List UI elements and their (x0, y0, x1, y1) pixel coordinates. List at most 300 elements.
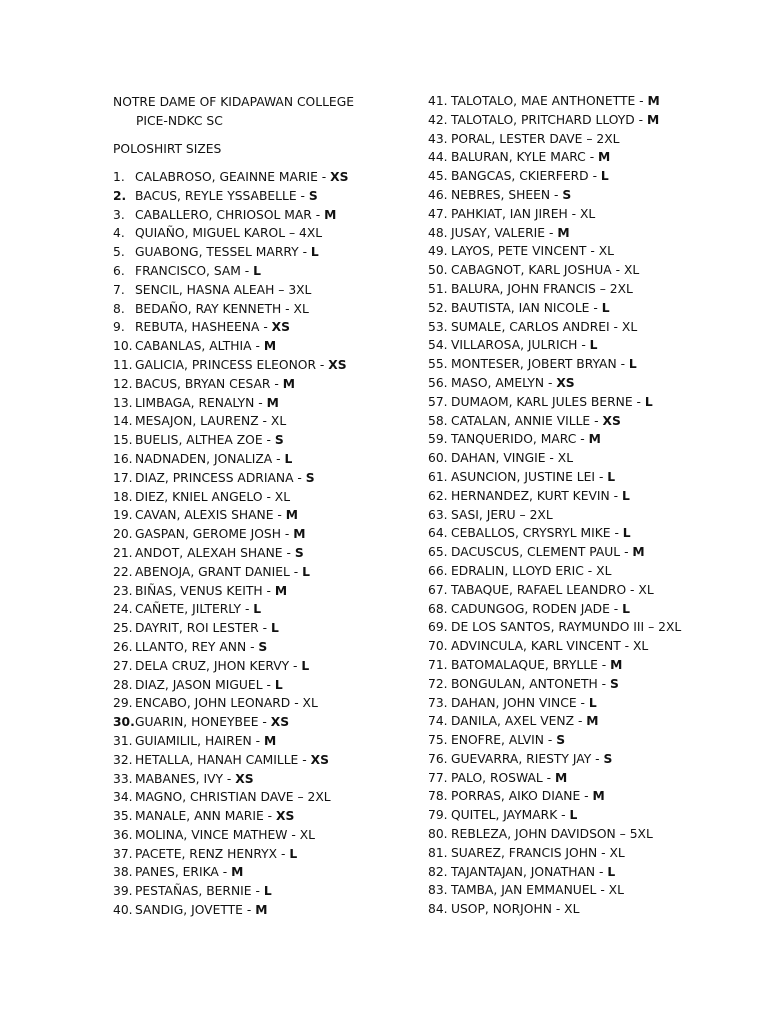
student-name: CALABROSO, GEAINNE MARIE (135, 170, 318, 184)
list-item (113, 412, 349, 431)
separator: - (251, 884, 264, 899)
separator: - (311, 207, 325, 222)
item-number: 70. (428, 639, 448, 654)
separator: - (585, 150, 599, 165)
item-number: 28. (113, 677, 133, 692)
student-name: DACUSCUS, CLEMENT PAUL (451, 545, 621, 560)
separator: - (251, 339, 264, 354)
item-number: 22. (113, 564, 133, 579)
list-item (428, 581, 681, 600)
separator: - (270, 376, 283, 391)
list-item (428, 825, 681, 844)
separator: - (580, 789, 593, 804)
list-item (428, 769, 681, 788)
item-number: 20. (113, 527, 133, 542)
student-name: TANQUERIDO, MARC (451, 432, 577, 447)
list-item (428, 242, 681, 261)
student-name: DIAZ, JASON MIGUEL (135, 677, 263, 692)
separator: - (591, 751, 604, 766)
separator: - (597, 657, 611, 672)
list-item (113, 187, 349, 206)
list-item (113, 356, 349, 375)
separator: - (590, 413, 603, 428)
shirt-size: M (647, 94, 660, 108)
list-item (428, 186, 681, 205)
shirt-size: M (586, 714, 599, 729)
student-name: SUAREZ, FRANCIS JOHN (451, 845, 598, 860)
shirt-size: L (284, 451, 293, 466)
student-name: ABENOJA, GRANT DANIEL (135, 564, 290, 579)
size-list-right-column (428, 92, 681, 919)
separator: – (515, 507, 530, 522)
shirt-size: L (607, 469, 616, 484)
list-item (428, 148, 681, 167)
shirt-size: L (271, 621, 279, 636)
item-number: 21. (113, 545, 133, 560)
shirt-size: 5XL (629, 827, 653, 842)
list-item (113, 525, 349, 544)
item-number: 25. (113, 621, 133, 636)
list-item (113, 807, 349, 826)
student-name: BEDAÑO, RAY KENNETH (135, 301, 282, 316)
item-number: 18. (113, 489, 133, 504)
list-item (428, 299, 681, 318)
separator: - (577, 338, 590, 353)
item-number: 61. (428, 469, 448, 484)
list-item (428, 412, 681, 431)
separator: - (281, 301, 294, 316)
separator: - (635, 94, 648, 108)
student-name: GALICIA, PRINCESS ELEONOR (135, 357, 317, 372)
shirt-size: L (628, 357, 637, 372)
student-name: DUMAOM, KARL JULES BERNE (451, 394, 633, 409)
student-name: PACETE, RENZ HENRYX (135, 846, 278, 861)
item-number: 44. (428, 150, 448, 165)
student-name: PAHKIAT, IAN JIREH (451, 206, 568, 221)
student-name: FRANCISCO, SAM (135, 263, 241, 278)
item-number: 17. (113, 470, 133, 485)
shirt-size: M (274, 583, 288, 598)
shirt-size: L (622, 601, 630, 616)
student-name: BAUTISTA, IAN NICOLE (451, 300, 590, 315)
list-item (113, 431, 349, 450)
student-name: SASI, JERU (451, 507, 516, 522)
list-item (428, 205, 681, 224)
separator: - (287, 827, 300, 842)
school-name: NOTRE DAME OF KIDAPAWAN COLLEGE (113, 95, 354, 109)
list-item (428, 224, 681, 243)
separator: - (609, 488, 622, 503)
separator: - (258, 414, 271, 429)
item-number: 69. (428, 620, 448, 635)
shirt-size: M (647, 112, 660, 127)
separator: – (644, 620, 659, 635)
item-number: 78. (428, 789, 448, 804)
shirt-size: XL (293, 301, 309, 316)
separator: - (586, 244, 599, 259)
item-number: 52. (428, 300, 448, 315)
item-number: 57. (428, 394, 448, 409)
student-name: JUSAY, VALERIE (451, 225, 546, 240)
shirt-size: XL (580, 206, 596, 221)
list-title: POLOSHIRT SIZES (113, 142, 222, 156)
separator: - (242, 903, 256, 918)
separator: - (596, 883, 609, 898)
list-item (428, 393, 681, 412)
separator: - (317, 170, 331, 184)
shirt-size: XS (602, 413, 621, 428)
item-number: 59. (428, 432, 448, 447)
list-item (428, 261, 681, 280)
list-item (113, 563, 349, 582)
student-name: DIEZ, KNIEL ANGELO (135, 489, 263, 504)
shirt-size: XL (564, 902, 580, 917)
item-number: 24. (113, 602, 133, 617)
list-item (113, 450, 349, 469)
item-number: 13. (113, 395, 133, 410)
separator: - (583, 563, 597, 578)
student-name: BANGCAS, CKIERFERD (451, 169, 589, 184)
student-name: BATOMALAQUE, BRYLLE (451, 657, 598, 672)
list-item (113, 488, 349, 507)
separator: - (626, 582, 639, 597)
student-name: PESTAÑAS, BERNIE (135, 884, 252, 899)
separator: - (298, 245, 311, 260)
shirt-size: M (263, 339, 277, 354)
shirt-size: XL (302, 696, 318, 711)
student-name: BACUS, REYLE YSSABELLE (135, 188, 297, 203)
shirt-size: L (569, 808, 578, 823)
student-name: MAGNO, CHRISTIAN DAVE (135, 790, 294, 805)
student-name: HERNANDEZ, KURT KEVIN (451, 488, 610, 503)
student-name: HETALLA, HANAH CAMILLE (135, 752, 299, 767)
item-number: 48. (428, 225, 448, 240)
item-number: 42. (428, 112, 448, 127)
document-header (113, 93, 354, 131)
shirt-size: XS (276, 809, 295, 824)
item-number: 5. (113, 245, 125, 260)
shirt-size: L (310, 245, 319, 260)
shirt-size: M (266, 395, 279, 410)
list-item (113, 788, 349, 807)
item-number: 80. (428, 827, 448, 842)
list-item (428, 430, 681, 449)
separator: - (246, 639, 259, 654)
list-item (428, 618, 681, 637)
list-item (113, 506, 349, 525)
student-name: QUITEL, JAYMARK (451, 808, 558, 823)
student-name: GUARIN, HONEYBEE (135, 715, 259, 730)
item-number: 12. (113, 376, 133, 391)
separator: - (634, 112, 647, 127)
list-item (113, 619, 349, 638)
shirt-size: S (294, 545, 304, 560)
item-number: 54. (428, 338, 448, 353)
student-name: DAHAN, VINGIE (451, 451, 546, 466)
list-item (428, 731, 681, 750)
shirt-size: XS (235, 771, 254, 786)
student-name: ADVINCULA, KARL VINCENT (451, 639, 621, 654)
student-name: LAYOS, PETE VINCENT (451, 244, 587, 259)
student-name: TAJANTAJAN, JONATHAN (451, 864, 596, 879)
student-name: BALURAN, KYLE MARC (451, 150, 586, 165)
shirt-size: XL (638, 582, 654, 597)
shirt-size: 2XL (529, 507, 553, 522)
item-number: 79. (428, 808, 448, 823)
student-name: QUIAÑO, MIGUEL KAROL (135, 226, 286, 241)
separator: – (293, 790, 308, 805)
shirt-size: M (592, 789, 605, 804)
student-name: TALOTALO, MAE ANTHONETTE (451, 94, 636, 108)
shirt-size: XL (598, 244, 614, 259)
student-name: MONTESER, JOBERT BRYAN (451, 357, 617, 372)
student-name: DE LOS SANTOS, RAYMUNDO III (451, 620, 645, 635)
shirt-size: M (255, 903, 268, 918)
list-item (428, 487, 681, 506)
separator: - (544, 733, 557, 748)
item-number: 74. (428, 714, 448, 729)
student-name: TABAQUE, RAFAEL LEANDRO (451, 582, 627, 597)
list-item (113, 224, 349, 243)
shirt-size: XL (632, 639, 649, 654)
list-item (428, 656, 681, 675)
separator: - (282, 545, 295, 560)
item-number: 29. (113, 696, 133, 711)
student-name: LIMBAGA, RENALYN (135, 395, 255, 410)
list-item (113, 713, 349, 732)
shirt-size: M (588, 432, 601, 447)
shirt-size: XL (596, 563, 612, 578)
separator: - (609, 601, 623, 616)
list-item (113, 206, 349, 225)
student-name: MANALE, ANN MARIE (135, 809, 264, 824)
item-number: 62. (428, 488, 448, 503)
list-item (428, 130, 681, 149)
separator: - (589, 300, 602, 315)
list-item (113, 337, 349, 356)
item-number: 40. (113, 903, 133, 918)
item-number: 39. (113, 884, 133, 899)
list-item (428, 449, 681, 468)
student-name: CABAGNOT, KARL JOSHUA (451, 263, 612, 278)
list-item (428, 600, 681, 619)
size-list-left-column (113, 168, 349, 920)
item-number: 81. (428, 845, 448, 860)
student-name: BALURA, JOHN FRANCIS (451, 281, 596, 296)
separator: - (557, 808, 570, 823)
separator: - (273, 508, 286, 523)
item-number: 33. (113, 771, 133, 786)
student-name: TAMBA, JAN EMMANUEL (451, 883, 597, 898)
student-name: CAÑETE, JILTERLY (135, 602, 242, 617)
item-number: 32. (113, 752, 133, 767)
student-name: SENCIL, HASNA ALEAH (135, 282, 275, 297)
student-name: BUELIS, ALTHEA ZOE (135, 433, 263, 448)
item-number: 46. (428, 187, 448, 202)
item-number: 60. (428, 451, 448, 466)
list-item (428, 806, 681, 825)
item-number: 68. (428, 601, 448, 616)
shirt-size: L (289, 846, 298, 861)
separator: - (620, 639, 633, 654)
list-item (428, 787, 681, 806)
list-item (428, 844, 681, 863)
separator: - (545, 225, 558, 240)
separator: - (241, 602, 254, 617)
shirt-size: M (285, 508, 299, 523)
separator: - (620, 545, 633, 560)
shirt-size: 2XL (658, 620, 682, 635)
student-name: VILLAROSA, JULRICH (451, 338, 578, 353)
student-name: ANDOT, ALEXAH SHANE (135, 545, 283, 560)
student-name: NADNADEN, JONALIZA (135, 451, 273, 466)
list-item (113, 168, 349, 187)
list-item (113, 676, 349, 695)
shirt-size: S (562, 187, 572, 202)
separator: - (254, 395, 267, 410)
item-number: 45. (428, 169, 448, 184)
student-name: EDRALIN, LLOYD ERIC (451, 563, 584, 578)
list-item (428, 92, 681, 111)
shirt-size: S (308, 188, 318, 203)
list-item (428, 694, 681, 713)
list-item (113, 544, 349, 563)
separator: – (285, 226, 300, 241)
shirt-size: XL (623, 263, 640, 278)
list-item (113, 469, 349, 488)
shirt-size: M (610, 657, 623, 672)
list-item (113, 882, 349, 901)
item-number: 64. (428, 526, 448, 541)
separator: - (551, 902, 565, 917)
item-number: 83. (428, 883, 448, 898)
shirt-size: 2XL (609, 281, 633, 296)
item-number: 51. (428, 281, 448, 296)
shirt-size: S (305, 470, 315, 485)
list-item (113, 845, 349, 864)
item-number: 10. (113, 339, 133, 354)
separator: - (290, 696, 303, 711)
list-item (428, 167, 681, 186)
shirt-size: L (253, 263, 261, 278)
item-number: 31. (113, 733, 133, 748)
separator: - (262, 433, 275, 448)
list-item (428, 336, 681, 355)
student-name: CABALLERO, CHRIOSOL MAR (135, 207, 312, 222)
item-number: 38. (113, 865, 133, 880)
separator: - (240, 263, 254, 278)
shirt-size: L (263, 884, 272, 899)
shirt-size: XS (270, 715, 290, 730)
list-item (428, 543, 681, 562)
item-number: 47. (428, 206, 448, 221)
student-name: MOLINA, VINCE MATHEW (135, 827, 288, 842)
item-number: 11. (113, 357, 133, 372)
item-number: 23. (113, 583, 133, 598)
separator: - (316, 357, 329, 372)
shirt-size: M (231, 865, 244, 880)
separator: – (615, 827, 630, 842)
shirt-size: L (301, 658, 310, 673)
item-number: 9. (113, 320, 125, 335)
list-item (113, 638, 349, 657)
separator: - (263, 809, 277, 824)
student-name: CATALAN, ANNIE VILLE (451, 413, 591, 428)
shirt-size: M (264, 733, 277, 748)
item-number: 71. (428, 657, 448, 672)
list-item (428, 318, 681, 337)
student-name: CADUNGOG, RODEN JADE (451, 601, 610, 616)
list-item (113, 901, 349, 920)
separator: - (218, 865, 232, 880)
list-item (113, 770, 349, 789)
shirt-size: XL (274, 489, 291, 504)
item-number: 30. (113, 715, 135, 730)
separator: - (576, 695, 589, 710)
student-name: DAYRIT, ROI LESTER (135, 621, 259, 636)
list-item (113, 375, 349, 394)
list-item (113, 318, 349, 337)
list-item (428, 712, 681, 731)
list-item (428, 562, 681, 581)
shirt-size: L (253, 602, 262, 617)
student-name: GUEVARRA, RIESTY JAY (451, 751, 592, 766)
list-item (428, 111, 681, 130)
student-name: PALO, ROSWAL (451, 770, 543, 785)
item-number: 41. (428, 94, 448, 108)
separator: – (595, 281, 610, 296)
shirt-size: L (622, 488, 630, 503)
item-number: 35. (113, 809, 133, 824)
item-number: 84. (428, 902, 448, 917)
separator: - (550, 187, 563, 202)
list-item (428, 750, 681, 769)
list-item (113, 863, 349, 882)
shirt-size: L (607, 864, 616, 879)
separator: - (296, 188, 309, 203)
shirt-size: L (588, 695, 597, 710)
shirt-size: L (644, 394, 653, 409)
student-name: NEBRES, SHEEN (451, 187, 551, 202)
shirt-size: 3XL (288, 282, 312, 297)
shirt-size: L (601, 300, 610, 315)
shirt-size: M (557, 225, 570, 240)
student-name: SUMALE, CARLOS ANDREI (451, 319, 610, 334)
student-name: USOP, NORJOHN (451, 902, 552, 917)
list-item (113, 751, 349, 770)
separator: - (298, 752, 311, 767)
shirt-size: XL (609, 845, 625, 860)
list-item (113, 694, 349, 713)
list-item (113, 281, 349, 300)
student-name: MASO, AMELYN (451, 375, 545, 390)
student-name: GUIAMILIL, HAIREN (135, 733, 252, 748)
separator: - (277, 846, 290, 861)
separator: - (289, 658, 302, 673)
item-number: 72. (428, 676, 448, 691)
item-number: 50. (428, 263, 448, 278)
item-number: 19. (113, 508, 133, 523)
list-item (113, 582, 349, 601)
item-number: 49. (428, 244, 448, 259)
item-number: 66. (428, 563, 448, 578)
item-number: 58. (428, 413, 448, 428)
student-name: CABANLAS, ALTHIA (135, 339, 252, 354)
separator: - (280, 527, 294, 542)
shirt-size: L (302, 564, 310, 579)
student-name: CEBALLOS, CRYSRYL MIKE (451, 526, 611, 541)
separator: - (609, 319, 622, 334)
